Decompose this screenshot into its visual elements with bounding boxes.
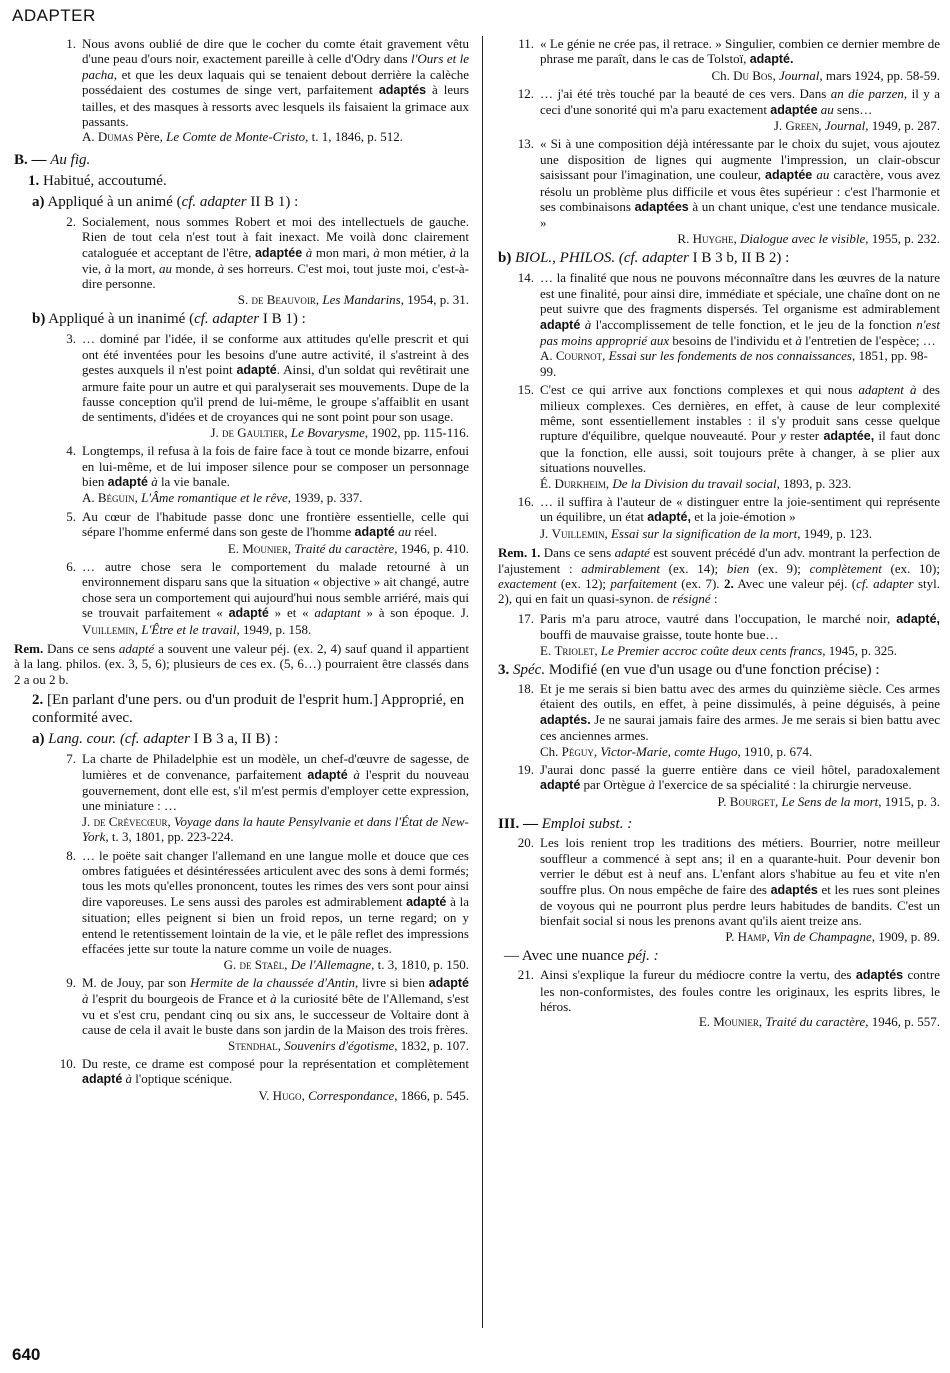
example-10: 10. Du reste, ce drame est composé pour la représentation et complètement adapté à l'optique scénique. V. Hugo, Correspondance, 1866, p. 545.: [59, 1055, 469, 1103]
example-17: 17. Paris m'a paru atroce, vautré dans l'occupation, le marché noir, adapté, bouffi de mauvaise graisse, toute honte bue… E. Triolet, Le Premier accroc coûte deux cents francs, 1945, p. 325.: [517, 610, 940, 658]
example-21: 21. Ainsi s'explique la fureur du médiocre contre la vertu, des adaptés contre les non-conformistes, des foules contre les originaux, les esprits libres, le héros. E. Mounier, Traité du caractère, 1946, p. 557.: [517, 967, 940, 1030]
example-15: 15. C'est ce qui arrive aux fonctions complexes et qui nous adaptent à des milieux complexes. Ces dernières, en effet, à cause de leur complexité même, sont essentiellement instables : il s'y produit sans cesse quelque rupture d'équilibre, quelque nouveauté. Pour y rester adaptée, il faut donc que la fonction, elle aussi, soit toujours prête à changer, à se plier aux situations nouvelles. É. Durkheim, De la Division du travail social, 1893, p. 323.: [517, 382, 940, 491]
section-B1b-heading: b) Appliqué à un inanimé (cf. adapter I B 1) :: [32, 311, 306, 328]
example-3: 3. … dominé par l'idée, il se conforme aux attitudes qu'elle prescrit et qui ont été inventées pour les besoins d'une autre activité, il s'astreint à des gestes auxquels il n'est point adapté. Ainsi, d'un soldat qui revêtirait une armure faite pour un autre et qui paralyserait ses mouvements. Dupe de la fausse conception qu'il prend de lui-même, le groupe s'affaiblit en usant de sentiments, d'idées et de croyances qui ne sont point pour son usage. J. de Gaultier, Le Bovarysme, 1902, pp. 115-116.: [66, 331, 469, 440]
section-B3-heading: 3. Spéc. Modifié (en vue d'un usage ou d'une fonction précise) :: [498, 662, 880, 679]
section-B2b-heading: b) BIOL., PHILOS. (cf. adapter I B 3 b, II B 2) :: [498, 250, 790, 267]
column-divider: [482, 36, 483, 1328]
section-B1a-heading: a) Appliqué à un animé (cf. adapter II B 1) :: [32, 193, 299, 210]
section-B2-heading: 2. [En parlant d'une pers. ou d'un produit de l'esprit hum.] Approprié, en conformité avec.: [32, 692, 465, 727]
left-column: [14, 36, 469, 1106]
example-16: 16. … il suffira à l'auteur de « distinguer entre la joie-sentiment qui représente un équilibre, un état adapté, et la joie-émotion » J. Vuillemin, Essai sur la signification de la mort, 1949, p. 123.: [517, 493, 940, 541]
section-B2a-heading: a) Lang. cour. (cf. adapter I B 3 a, II B) :: [32, 731, 279, 748]
example-11: 11. « Le génie ne crée pas, il retrace. » Singulier, combien ce dernier membre de phrase me paraît, dans le cas de Tolstoï, adapté. Ch. Du Bos, Journal, mars 1924, pp. 58-59.: [518, 36, 940, 83]
example-13: 13. « Si à une composition déjà intéressante par le choix du sujet, vous ajoutez une disposition de lignes qui augmente l'impression, un clair-obscur saisissant pour l'imagination, une couleur, adaptée au caractère, vous avez résolu un problème plus difficile et vous êtes supérieur : c'est l'harmonie et ses combinaisons adaptées à un chant unique, c'est une tendance musicale. » R. Huyghe, Dialogue avec le visible, 1955, p. 232.: [517, 136, 941, 246]
example-4: 4. Longtemps, il refusa à la fois de faire face à tout ce monde bizarre, enfoui en lui-même, et de lui imposer silence pour se composer un personnage bien adapté à la vie banale. A. Béguin, L'Âme romantique et le rêve, 1939, p. 337.: [66, 443, 469, 506]
section-B1-heading: 1. Habitué, accoutumé.: [28, 172, 167, 189]
page-header-title: ADAPTER: [12, 6, 96, 25]
example-12: 12. … j'ai été très touché par la beauté de ces vers. Dans an die parzen, il y a ceci d'une sonorité qui m'a paru exactement adaptée au sens… J. Green, Journal, 1949, p. 287.: [517, 86, 940, 134]
example-1: 1. Nous avons oublié de dire que le cocher du comte était gravement vêtu d'une peau d'ours noir, exactement pareille à celle d'Odry dans l'Ours et le pacha, et que les deux laquais qui se tenaient debout derrière la calèche possédaient des costumes de singe vert, parfaitement adaptés à leurs tailles, et des masques à ressorts avec lesquels ils faisaient la grimace aux passants. A. Dumas Père, Le Comte de Monte-Cristo, t. 1, 1846, p. 512.: [66, 36, 469, 145]
page-number: 640: [12, 1345, 41, 1364]
example-20: 20. Les lois renient trop les traditions des métiers. Bourrier, notre meilleur souffleur a commencé à sept ans; il en a quarante-huit. Pour devenir bon verrier le début est à neuf ans. L'enfant alors s'habitue au feu et vite n'en souffre plus. On nous empêche de faire des adaptés et les rues sont pleines de voyous qui ne pourront plus perdre leurs habitudes de bandits. C'est un bienfait social si nous les prenons avant qu'ils aient treize ans. P. Hamp, Vin de Champagne, 1909, p. 89.: [517, 835, 940, 944]
remark-left: Rem. Dans ce sens adapté a souvent une valeur péj. (ex. 2, 4) sauf quand il appartient à la lang. philos. (ex. 3, 5, 6); plusieurs de ces ex. (5, 6…) pourraient être classés dans 2 a ou 2 b.: [14, 641, 469, 687]
example-5: 5. Au cœur de l'habitude passe donc une frontière essentielle, celle qui sépare l'homme enfermé dans son geste de l'homme adapté au réel. E. Mounier, Traité du caractère, 1946, p. 410.: [66, 508, 469, 556]
example-8: 8. … le poëte sait changer l'allemand en une langue molle et douce que ces ombres fatiguées et désintéressées articulent avec des sons à demi formés; tous les mots qu'elles prononcent, toutes les rimes des vers sont pour ainsi dire vaporeuses. Le sens aussi des paroles est admirablement adapté à la situation; elles peignent si bien un froid repos, un terne regard; on y entend le retentissement lointain de la vie, et le pâle reflet des impressions effacées jette sur toute la nature comme un voile de nuages. G. de Staël, De l'Allemagne, t. 3, 1810, p. 150.: [66, 847, 469, 972]
example-2: 2. Socialement, nous sommes Robert et moi des intellectuels de gauche. Rien de tout cela n'est tout à fait inexact. Me voilà donc clairement cataloguée et acceptant de l'être, adaptée à mon mari, à mon métier, à la vie, à la mort, au monde, à ses horreurs. C'est moi, tout juste moi, c'est-à-dire personne. S. de Beauvoir, Les Mandarins, 1954, p. 31.: [66, 213, 470, 307]
example-7: 7. La charte de Philadelphie est un modèle, un chef-d'œuvre de sagesse, de lumières et de convenance, parfaitement adapté à l'esprit du nouveau gouvernement, dont elle est, s'il m'est permis d'employer cette expression, une miniature : … J. de Crèvecœur, Voyage dans la haute Pensylvanie et dans l'État de New-York, t. 3, 1801, pp. 223-224.: [66, 751, 469, 845]
example-19: 19. J'aurai donc passé la guerre entière dans ce vieil hôtel, paradoxalement adapté par Ortègue à l'exercice de sa spécialité : la chirurgie nerveuse. P. Bourget, Le Sens de la mort, 1915, p. 3.: [517, 762, 940, 809]
example-14: 14. … la finalité que nous ne pouvons méconnaître dans les œuvres de la nature est une finalité, pour ainsi dire, immédiate et spéciale, une chaîne dont on ne peut suivre que des fragments dispersés. Tel organisme est admirablement adapté à l'accomplissement de telle fonction, et le jeu de la fonction n'est pas moins approprié aux besoins de l'individu et à l'entretien de l'espèce; … A. Cournot, Essai sur les fondements de nos connaissances, 1851, pp. 98-99.: [517, 270, 941, 379]
example-9: 9. M. de Jouy, par son Hermite de la chaussée d'Antin, livre si bien adapté à l'esprit du bourgeois de France et à la curiosité bête de l'Allemand, s'est vu et s'est cru, pendant cinq ou six ans, le successeur de Voltaire dont à cause de cela il avait le buste dans son jardin de la Maison des trois frères. Stendhal, Souvenirs d'égotisme, 1832, p. 107.: [66, 974, 470, 1053]
right-column: [494, 36, 940, 1033]
section-B-heading: B. — Au fig.: [14, 151, 91, 168]
section-III-heading: III. — Emploi subst. :: [498, 816, 633, 833]
nuance-heading: — Avec une nuance péj. :: [504, 948, 659, 965]
example-6: 6. … autre chose sera le comportement du malade retourné à un environnement disparu sans que la situation « objective » ait changé, autre chose sera un comportement qui aujourd'hui nous semble arriéré, mais qui se trouvait parfaitement « adapté » et « adaptant » à son époque. J. Vuillemin, L'Être et le travail, 1949, p. 158.: [66, 558, 470, 637]
example-18: 18. Et je me serais si bien battu avec des armes du quinzième siècle. Ces armes étaient des outils, en effet, à peine dissimulés, à peine déguisés, à peine adaptés. Je ne saurai jamais faire des armes. Je me serais si bien battu avec ces anciennes armes. Ch. Péguy, Victor-Marie, comte Hugo, 1910, p. 674.: [517, 681, 940, 759]
remark-right: Rem. 1. Dans ce sens adapté est souvent précédé d'un adv. montrant la perfection de l'ajustement : admirablement (ex. 14); bien (ex. 9); complètement (ex. 10); exactement (ex. 12); parfaitement (ex. 7). 2. Avec une valeur péj. (cf. adapter styl. 2), qui en fait un quasi-synon. de résigné :: [498, 545, 940, 607]
